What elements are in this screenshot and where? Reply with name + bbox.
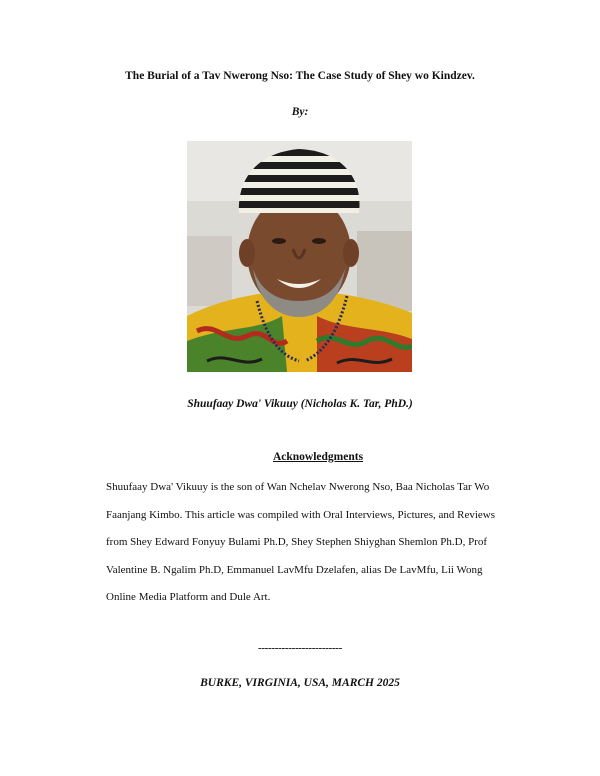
acknowledgments-line: Shuufaay Dwa' Vikuuy is the son of Wan Nchelav Nwerong Nso, Baa Nicholas Tar Wo — [106, 481, 490, 493]
separator-line: ------------------------- — [257, 642, 343, 654]
acknowledgments-line: Faanjang Kimbo. This article was compiled with Oral Interviews, Pictures, and Reviews — [106, 508, 495, 521]
acknowledgments-line: from Shey Edward Fonyuy Bulami Ph.D, Shey Stephen Shiyghan Shemlon Ph.D, Prof — [106, 536, 488, 548]
acknowledgments-heading: Acknowledgments — [272, 451, 364, 463]
document-title: The Burial of a Tav Nwerong Nso: The Case Study of Shey wo Kindzev. — [125, 70, 475, 82]
by-label: By: — [291, 106, 309, 118]
place-date: BURKE, VIRGINIA, USA, MARCH 2025 — [200, 677, 400, 689]
acknowledgments-line: Valentine B. Ngalim Ph.D, Emmanuel LavMfu Dzelafen, alias De LavMfu, Lii Wong — [106, 563, 483, 576]
author-name: Shuufaay Dwa' Vikuuy (Nicholas K. Tar, PhD.) — [187, 398, 413, 410]
acknowledgments-line: Online Media Platform and Dule Art. — [106, 591, 271, 603]
acknowledgments-body — [106, 474, 526, 612]
author-photo — [187, 141, 412, 372]
